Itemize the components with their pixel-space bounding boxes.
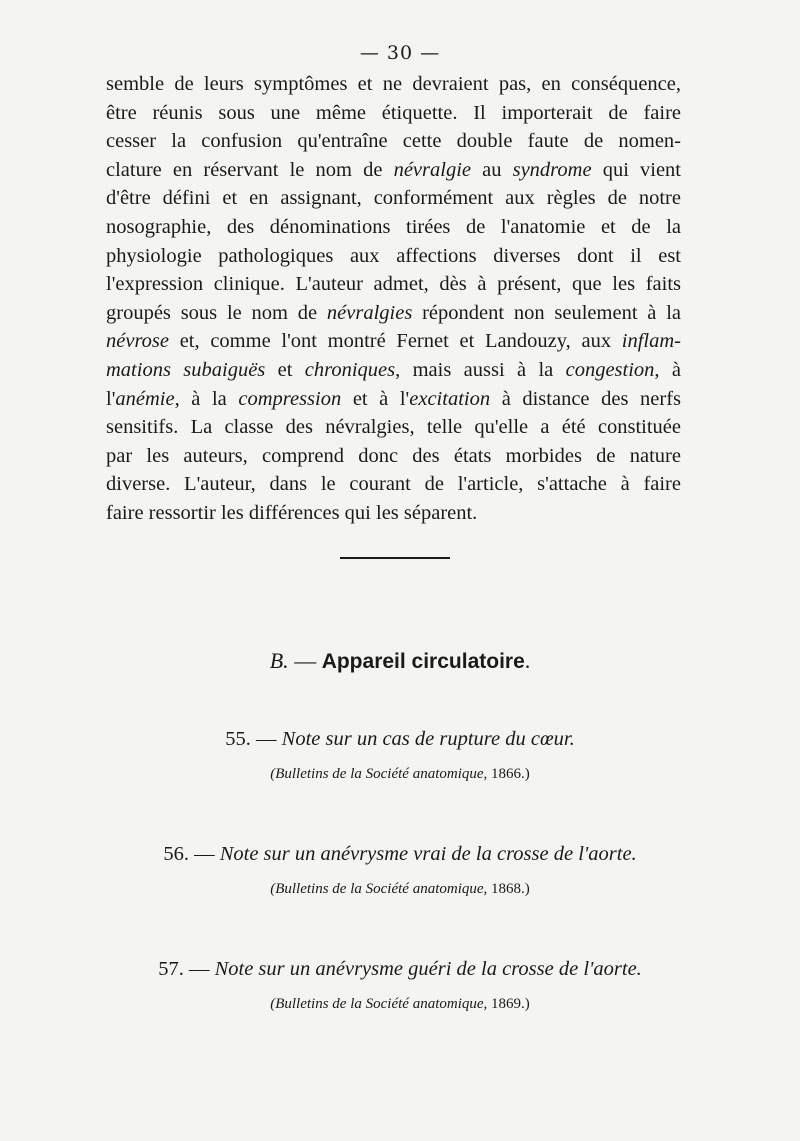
entry-number: 55. — <box>225 728 282 750</box>
entry-source: (Bulletins de la Société anatomique, 1869.) <box>270 996 530 1012</box>
entry-title: 55. — Note sur un cas de rupture du cœur. <box>225 728 575 750</box>
text-line: faire ressortir les différences qui les séparent. <box>106 501 478 524</box>
entry-source: (Bulletins de la Société anatomique, 1868.) <box>270 881 530 897</box>
entry-number: 57. — <box>158 958 215 980</box>
text-line: mations subaiguës et chroniques, mais aussi à la congestion, à <box>106 358 681 381</box>
text-line: physiologie pathologiques aux affections diverses dont il est <box>106 244 681 267</box>
entry-number: 56. — <box>163 843 220 865</box>
text-line: l'anémie, à la compression et à l'excitation à distance des nerfs <box>106 387 681 410</box>
text-line: nosographie, des dénominations tirées de l'anatomie et de la <box>106 215 681 238</box>
text-line: diverse. L'auteur, dans le courant de l'article, s'attache à faire <box>106 473 681 496</box>
page-number: — 30 — <box>359 42 441 64</box>
text-line: être réunis sous une même étiquette. Il importerait de faire <box>106 101 681 124</box>
text-line: semble de leurs symptômes et ne devraient pas, en conséquence, <box>106 73 681 95</box>
entry-title: 57. — Note sur un anévrysme guéri de la crosse de l'aorte. <box>158 958 642 980</box>
text-line: sensitifs. La classe des névralgies, telle qu'elle a été constituée <box>106 416 681 439</box>
section-divider <box>340 557 450 559</box>
text-line: l'expression clinique. L'auteur admet, dès à présent, que les faits <box>106 273 681 296</box>
section-heading: B. — Appareil circulatoire. <box>269 648 531 673</box>
text-line: groupés sous le nom de névralgies répondent non seulement à la <box>106 301 681 324</box>
text-line: cesser la confusion qu'entraîne cette double faute de nomen- <box>106 130 681 153</box>
body-paragraph <box>106 70 681 528</box>
entry-title: 56. — Note sur un anévrysme vrai de la crosse de l'aorte. <box>163 843 637 865</box>
text-line: clature en réservant le nom de névralgie au syndrome qui vient <box>106 158 681 181</box>
text-line: névrose et, comme l'ont montré Fernet et Landouzy, aux inflam- <box>106 330 681 353</box>
section-title: Appareil circulatoire <box>321 650 525 673</box>
section-letter: B. <box>269 648 289 673</box>
text-line: d'être défini et en assignant, conformément aux règles de notre <box>106 187 681 210</box>
text-line: par les auteurs, comprend donc des états morbides de nature <box>106 444 681 467</box>
entry-source: (Bulletins de la Société anatomique, 1866.) <box>270 766 530 782</box>
